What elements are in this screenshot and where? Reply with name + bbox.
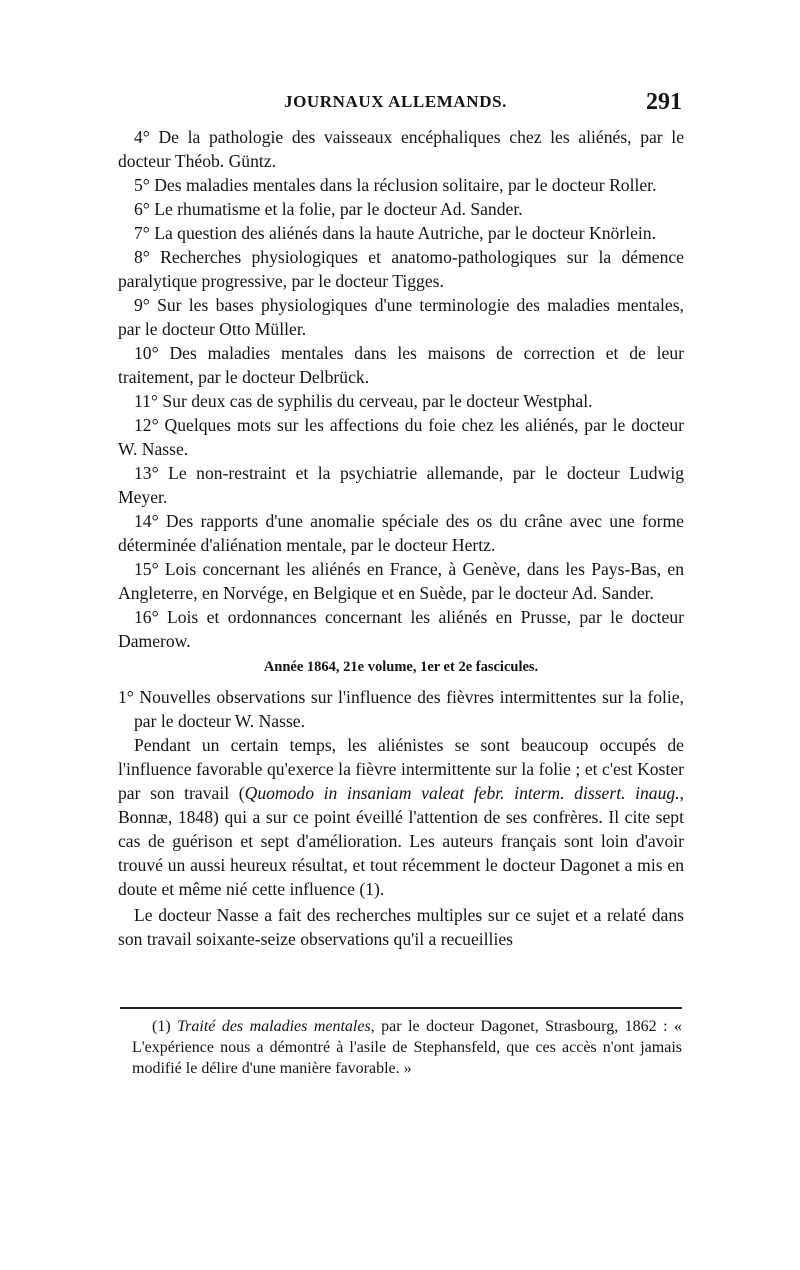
list-item-14: 14° Des rapports d'une anomalie spéciale des os du crâne avec une forme déterminée d'aliénation mentale, par le docteur Hertz. bbox=[118, 511, 684, 555]
paragraph-1 bbox=[118, 733, 684, 901]
running-head: JOURNAUX ALLEMANDS. bbox=[284, 92, 507, 111]
footnote bbox=[132, 1016, 682, 1079]
footnote-marker: (1) bbox=[152, 1018, 178, 1035]
list-item-11: 11° Sur deux cas de syphilis du cerveau, par le docteur Westphal. bbox=[134, 391, 593, 411]
list-item-10: 10° Des maladies mentales dans les maisons de correction et de leur traitement, par le docteur Delbrück. bbox=[118, 343, 684, 387]
list-item-5: 5° Des maladies mentales dans la réclusion solitaire, par le docteur Roller. bbox=[134, 175, 657, 195]
list-item-13: 13° Le non-restraint et la psychiatrie allemande, par le docteur Ludwig Meyer. bbox=[118, 463, 684, 507]
article-title: 1° Nouvelles observations sur l'influence des fièvres intermittentes sur la folie, par le docteur W. Nasse. bbox=[118, 687, 684, 731]
page-number: 291 bbox=[646, 89, 682, 115]
paragraph-1-cited-title: Quomodo in insaniam valeat febr. interm. dissert. inaug. bbox=[244, 783, 680, 803]
footnote-rule bbox=[120, 1007, 682, 1009]
year-heading: Année 1864, 21e volume, 1er et 2e fascicules. bbox=[263, 659, 539, 675]
page-body bbox=[118, 125, 684, 951]
list-item-9: 9° Sur les bases physiologiques d'une terminologie des maladies mentales, par le docteur Otto Müller. bbox=[118, 295, 684, 339]
paragraph-1-part-1: Pendant un certain temps, les aliénistes se sont beaucoup occupés de l'influence favorable qu'exerce la fièvre intermittente sur la folie ; et c'est Koster par son travail ( bbox=[118, 735, 684, 803]
list-item-8: 8° Recherches physiologiques et anatomo-pathologiques sur la démence paralytique progressive, par le docteur Tigges. bbox=[118, 247, 684, 291]
list-item-4: 4° De la pathologie des vaisseaux encéphaliques chez les aliénés, par le docteur Théob. Güntz. bbox=[118, 127, 684, 171]
list-item-7: 7° La question des aliénés dans la haute Autriche, par le docteur Knörlein. bbox=[134, 223, 656, 243]
footnote-text: , par le docteur Dagonet, Strasbourg, 1862 : « L'expérience nous a démontré à l'asile de Stephansfeld, que ces accès n'ont jamais modifié le délire d'une manière favorable. » bbox=[132, 1018, 683, 1077]
footnote-cited-title: Traité des maladies mentales bbox=[177, 1018, 371, 1035]
list-item-12: 12° Quelques mots sur les affections du foie chez les aliénés, par le docteur W. Nasse. bbox=[118, 415, 684, 459]
paragraph-2: Le docteur Nasse a fait des recherches multiples sur ce sujet et a relaté dans son travail soixante-seize observations qu'il a recueillies bbox=[118, 905, 684, 949]
paragraph-1-part-2: , Bonnæ, 1848) qui a sur ce point éveillé l'attention de ses confrères. Il cite sept cas de guérison et sept d'amélioration. Les auteurs français sont loin d'avoir trouvé un aussi heureux résultat, et tout récemment le docteur Dagonet a mis en doute et même nié cette influence (1). bbox=[118, 783, 684, 899]
list-item-6: 6° Le rhumatisme et la folie, par le docteur Ad. Sander. bbox=[134, 199, 523, 219]
page-header bbox=[120, 89, 682, 122]
list-item-16: 16° Lois et ordonnances concernant les aliénés en Prusse, par le docteur Damerow. bbox=[118, 607, 684, 651]
list-item-15: 15° Lois concernant les aliénés en France, à Genève, dans les Pays-Bas, en Angleterre, en Norvége, en Belgique et en Suède, par le docteur Ad. Sander. bbox=[118, 559, 684, 603]
